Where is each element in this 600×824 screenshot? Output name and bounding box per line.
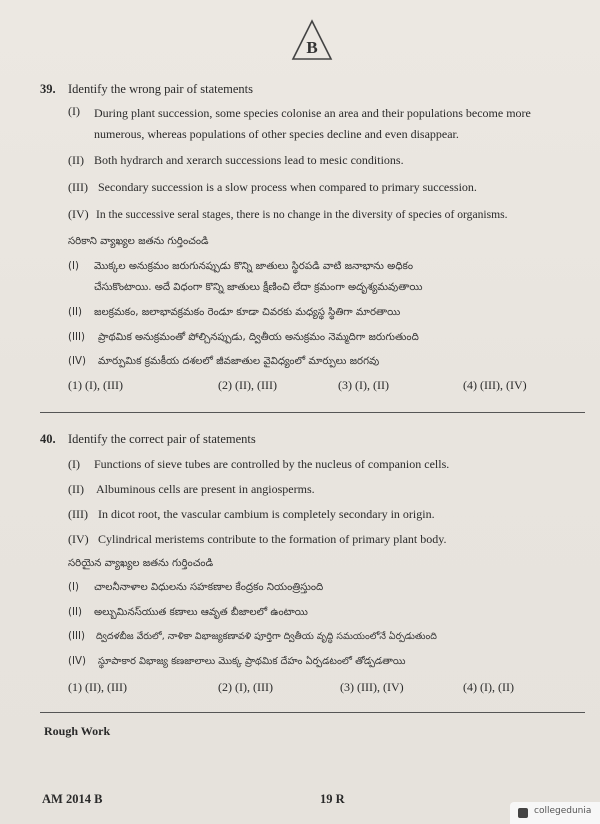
paper-code: AM 2014 B bbox=[42, 792, 103, 806]
q39-option-1[interactable]: (1) (I), (III) bbox=[68, 378, 123, 392]
q40-number: 40. bbox=[40, 432, 56, 446]
q40-stmt-3: In dicot root, the vascular cambium is completely secondary in origin. bbox=[98, 507, 435, 521]
q40-header bbox=[40, 430, 585, 448]
q40-tel-1-label: (I) bbox=[68, 582, 79, 593]
q39-stmt-4-label: (IV) bbox=[68, 207, 89, 221]
q40-tel-2-label: (II) bbox=[68, 607, 82, 618]
paper-code-badge bbox=[290, 18, 334, 62]
q40-stmt-3-label: (III) bbox=[68, 507, 88, 521]
q40-tel-3-label: (III) bbox=[68, 631, 85, 642]
q39-tel-2-label: (II) bbox=[68, 307, 82, 318]
q40-prompt: Identify the correct pair of statements bbox=[68, 432, 256, 446]
q39-header bbox=[40, 80, 585, 98]
q40-tel-4: స్థూపాకార విభాజ్య కణజాలాలు మొక్క ప్రాథమిక దేహం ఏర్పడటంలో తోడ్పడతాయి bbox=[98, 656, 406, 667]
q39-stmt-2-label: (II) bbox=[68, 153, 84, 167]
q40-tel-4-label: (IV) bbox=[68, 656, 86, 667]
q39-tel-4: మార్పుమిక క్రమకీయ దశలలో జీవజాతుల వైవిధ్యంలో మార్పులు జరగవు bbox=[98, 356, 380, 367]
q39-stmt-4: In the successive seral stages, there is no change in the diversity of species of organisms. bbox=[96, 208, 508, 221]
q39-number: 39. bbox=[40, 82, 56, 96]
q39-tel-2: జలక్రమకం, జలాభావక్రమకం రెండూ కూడా చివరకు మధ్యస్థ స్థితిగా మారతాయి bbox=[94, 307, 401, 318]
question-40 bbox=[40, 430, 585, 448]
q40-option-1[interactable]: (1) (II), (III) bbox=[68, 680, 127, 694]
q39-option-4[interactable]: (4) (III), (IV) bbox=[463, 378, 527, 392]
q40-option-3[interactable]: (3) (III), (IV) bbox=[340, 680, 404, 694]
rough-work-rule bbox=[40, 712, 585, 713]
watermark-text: collegedunia bbox=[534, 806, 592, 816]
q40-stmt-2: Albuminous cells are present in angiosperms. bbox=[96, 482, 315, 496]
q40-stmt-4: Cylindrical meristems contribute to the formation of primary plant body. bbox=[98, 532, 447, 546]
watermark bbox=[510, 802, 600, 824]
q39-tel-3: ప్రాథమిక అనుక్రమంతో పోల్చినప్పుడు, ద్వితీయ అనుక్రమం నెమ్మదిగా జరుగుతుంది bbox=[98, 332, 419, 343]
q39-stmt-3: Secondary succession is a slow process when compared to primary succession. bbox=[98, 180, 477, 194]
q39-tel-1: మొక్కల అనుక్రమం జరుగునప్పుడు కొన్ని జాతులు స్థిరపడి వాటి జనాభాను అధికం bbox=[94, 261, 413, 272]
question-39 bbox=[40, 80, 585, 98]
q39-stmt-1: During plant succession, some species colonise an area and their populations become more numerous, whereas populations of other species decline and even disappear. bbox=[94, 106, 531, 141]
q40-tel-2: అల్బుమినస్‌యుత కణాలు ఆవృత బీజాలలో ఉంటాయి bbox=[94, 607, 308, 618]
q40-option-4[interactable]: (4) (I), (II) bbox=[463, 680, 514, 694]
rough-work-label: Rough Work bbox=[44, 724, 111, 738]
q40-stmt-4-label: (IV) bbox=[68, 532, 89, 546]
q39-prompt: Identify the wrong pair of statements bbox=[68, 82, 254, 96]
q40-telugu-prompt: సరియైన వ్యాఖ్యల జతను గుర్తించండి bbox=[68, 558, 214, 569]
page-number: 19 R bbox=[320, 792, 345, 806]
q39-tel-1-label: (I) bbox=[68, 261, 79, 272]
watermark-logo-icon bbox=[518, 808, 528, 818]
q39-tel-3-label: (III) bbox=[68, 332, 85, 343]
q39-telugu-prompt: సరికాని వ్యాఖ్యల జతను గుర్తించండి bbox=[68, 236, 209, 247]
q40-stmt-1: Functions of sieve tubes are controlled by the nucleus of companion cells. bbox=[94, 457, 450, 471]
q39-option-2[interactable]: (2) (II), (III) bbox=[218, 378, 277, 392]
q40-tel-1: చాలనీనాళాల విధులను సహకణాల కేంద్రకం నియంత్రిస్తుంది bbox=[94, 582, 324, 593]
badge-letter: B bbox=[306, 38, 318, 57]
q40-stmt-2-label: (II) bbox=[68, 482, 84, 496]
divider-line bbox=[40, 412, 585, 413]
q39-tel-4-label: (IV) bbox=[68, 356, 86, 367]
q39-stmt-2: Both hydrarch and xerarch successions lead to mesic conditions. bbox=[94, 153, 404, 167]
q40-option-2[interactable]: (2) (I), (III) bbox=[218, 680, 273, 694]
q39-tel-1b: చేసుకొంటాయి. అదే విధంగా కొన్ని జాతులు క్షీణించి లేదా క్రమంగా అదృశ్యమవుతాయి bbox=[94, 282, 423, 293]
q40-stmt-1-label: (I) bbox=[68, 457, 80, 471]
q39-stmt-1-label: (I) bbox=[68, 104, 80, 118]
q40-options bbox=[68, 679, 568, 697]
q39-options bbox=[68, 377, 568, 395]
q39-stmt-3-label: (III) bbox=[68, 180, 88, 194]
q40-tel-3: ద్విదళబీజ వేరులో, నాళికా విభాజ్యకణావళి పూర్తిగా ద్వితీయ వృద్ధి సమయంలోనే ఏర్పడుతుంది bbox=[96, 631, 437, 642]
q39-option-3[interactable]: (3) (I), (II) bbox=[338, 378, 389, 392]
